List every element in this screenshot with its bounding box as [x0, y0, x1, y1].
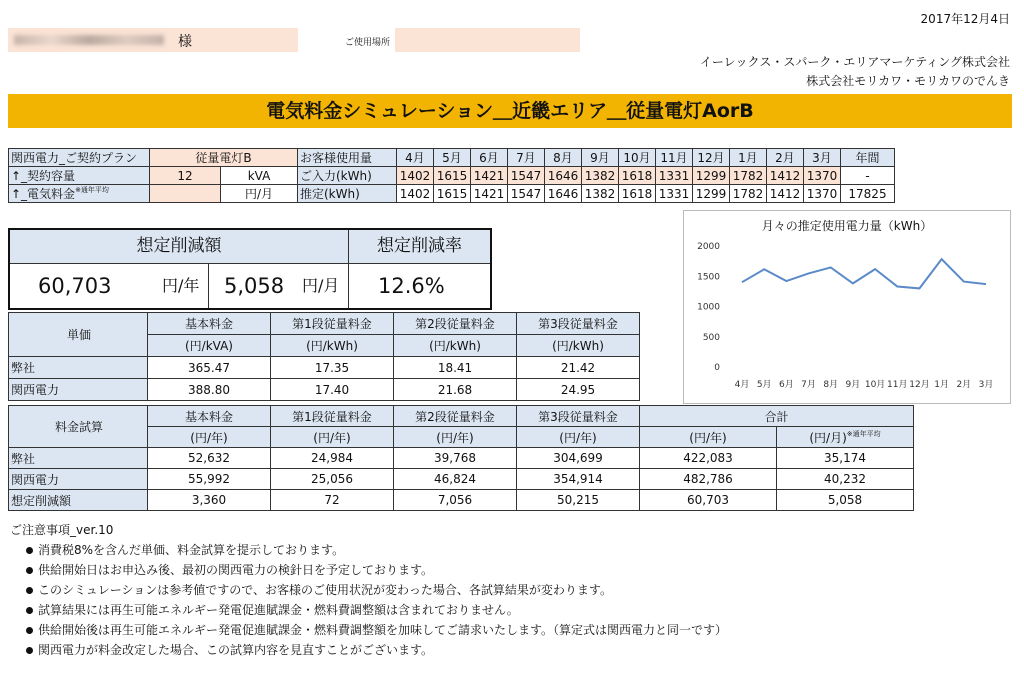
bill-value — [150, 185, 221, 203]
reduction-rate-label: 想定削減率 — [349, 230, 490, 264]
table-cell: 365.47 — [148, 357, 271, 379]
table-cell: 354,914 — [517, 469, 640, 490]
table-row — [9, 167, 298, 185]
customer-suffix: 様 — [178, 34, 192, 50]
x-tick-label: 11月 — [887, 380, 908, 390]
reduction-rate-value: 12.6% — [378, 274, 445, 298]
calc-corner: 料金試算 — [9, 406, 148, 448]
chart-canvas — [684, 211, 1010, 403]
column-header: 第3段従量料金 — [517, 313, 640, 335]
bill-label: ↑_電気料金$^{※通年平均}$ — [9, 185, 150, 203]
usage-place-label: ご使用場所 — [345, 38, 391, 48]
x-tick-label: 1月 — [934, 380, 950, 390]
fee-calculation-table — [8, 405, 914, 511]
capacity-label: ↑_契約容量 — [9, 167, 150, 185]
table-cell: 50,215 — [517, 490, 640, 511]
estimate-cell: 1370 — [804, 185, 841, 203]
table-cell: 24.95 — [517, 379, 640, 401]
table-cell: 482,786 — [640, 469, 777, 490]
month-header: 1月 — [730, 149, 767, 167]
capacity-unit: kVA — [221, 167, 298, 185]
list-item: このシミュレーションは参考値ですので、お客様のご使用状況が変わった場合、各試算結果が変わります。 — [10, 580, 727, 600]
input-cell: 1412 — [767, 167, 804, 185]
bill-unit: 円/月 — [221, 185, 298, 203]
total-header: 合計 — [640, 406, 914, 427]
page-title: 電気料金シミュレーション＿近畿エリア＿従量電灯AorB — [8, 94, 1012, 128]
table-cell: 40,232 — [777, 469, 914, 490]
table-header-row — [298, 149, 895, 167]
plan-value: 従量電灯B — [150, 149, 298, 167]
table-cell: 35,174 — [777, 448, 914, 469]
x-tick-label: 7月 — [801, 380, 816, 390]
table-cell: 21.68 — [394, 379, 517, 401]
row-label: 関西電力 — [9, 469, 148, 490]
y-tick-label: 2000 — [697, 242, 720, 252]
month-header: 4月 — [397, 149, 434, 167]
estimate-cell: 1299 — [693, 185, 730, 203]
estimate-label: 推定(kWh) — [298, 185, 397, 203]
x-tick-label: 8月 — [823, 380, 839, 390]
column-unit: (円/年) — [148, 427, 271, 448]
table-row — [9, 469, 914, 490]
column-header: 基本料金 — [148, 313, 271, 335]
x-tick-label: 5月 — [756, 380, 772, 390]
table-cell: 21.42 — [517, 357, 640, 379]
month-header: 9月 — [582, 149, 619, 167]
row-label: 想定削減額 — [9, 490, 148, 511]
month-header: 10月 — [619, 149, 656, 167]
table-row — [9, 357, 640, 379]
month-header: 12月 — [693, 149, 730, 167]
table-cell: 422,083 — [640, 448, 777, 469]
table-cell: 7,056 — [394, 490, 517, 511]
input-cell: 1331 — [656, 167, 693, 185]
input-cell: 1547 — [508, 167, 545, 185]
monthly-usage-chart — [683, 210, 1011, 404]
capacity-value: 12 — [150, 167, 221, 185]
month-header: 5月 — [434, 149, 471, 167]
table-cell: 3,360 — [148, 490, 271, 511]
column-header: 第1段従量料金 — [271, 406, 394, 427]
estimate-cell: 1402 — [397, 185, 434, 203]
row-label: 関西電力 — [9, 379, 148, 401]
input-cell: 1646 — [545, 167, 582, 185]
table-cell: 72 — [271, 490, 394, 511]
column-header: 第2段従量料金 — [394, 313, 517, 335]
input-annual: - — [841, 167, 895, 185]
list-item: 試算結果には再生可能エネルギー発電促進賦課金・燃料費調整額は含まれておりません。 — [10, 600, 727, 620]
column-unit: (円/kWh) — [271, 335, 394, 357]
table-row — [298, 185, 895, 203]
table-cell: 388.80 — [148, 379, 271, 401]
notes-section — [10, 521, 727, 660]
unit-price-corner: 単価 — [9, 313, 148, 357]
column-unit: (円/kVA) — [148, 335, 271, 357]
estimate-cell: 1421 — [471, 185, 508, 203]
month-header: 3月 — [804, 149, 841, 167]
input-cell: 1382 — [582, 167, 619, 185]
estimate-cell: 1618 — [619, 185, 656, 203]
table-row — [9, 448, 914, 469]
list-item: 関西電力が料金改定した場合、この試算内容を見直すことがございます。 — [10, 640, 727, 660]
column-unit: (円/年) — [394, 427, 517, 448]
table-row — [9, 379, 640, 401]
customer-name-field — [8, 28, 298, 52]
x-tick-label: 12月 — [909, 380, 930, 390]
column-unit: (円/年) — [271, 427, 394, 448]
row-label: 弊社 — [9, 357, 148, 379]
column-unit: (円/kWh) — [394, 335, 517, 357]
estimate-annual: 17825 — [841, 185, 895, 203]
list-item: 供給開始日はお申込み後、最初の関西電力の検針日を予定しております。 — [10, 560, 727, 580]
table-row — [9, 149, 298, 167]
column-header: 基本料金 — [148, 406, 271, 427]
list-item: 供給開始後は再生可能エネルギー発電促進賦課金・燃料費調整額を加味してご請求いたします。（算定式は関西電力と同一です） — [10, 620, 727, 640]
estimate-cell: 1331 — [656, 185, 693, 203]
list-item: 消費税8%を含んだ単価、料金試算を提示しております。 — [10, 540, 727, 560]
table-cell: 39,768 — [394, 448, 517, 469]
x-tick-label: 10月 — [864, 380, 886, 390]
reduction-amount-label: 想定削減額 — [10, 230, 349, 264]
table-cell: 17.40 — [271, 379, 394, 401]
table-cell: 25,056 — [271, 469, 394, 490]
divider — [208, 264, 209, 308]
table-row — [9, 185, 298, 203]
reduction-monthly-value: 5,058 — [224, 274, 285, 298]
usage-header-label: お客様使用量 — [298, 149, 397, 167]
total-unit-month: (円/月)$^{※通年平均}$ — [777, 427, 914, 448]
y-tick-label: 0 — [714, 363, 720, 373]
month-header: 11月 — [656, 149, 693, 167]
total-unit-year: (円/年) — [640, 427, 777, 448]
table-cell: 52,632 — [148, 448, 271, 469]
table-cell: 46,824 — [394, 469, 517, 490]
reduction-yearly-unit: 円/年 — [162, 276, 200, 295]
y-tick-label: 1500 — [697, 272, 720, 283]
month-header: 6月 — [471, 149, 508, 167]
redacted-customer-name — [14, 35, 164, 45]
y-tick-label: 500 — [702, 332, 720, 343]
input-cell: 1782 — [730, 167, 767, 185]
month-header: 7月 — [508, 149, 545, 167]
input-label: ご入力(kWh) — [298, 167, 397, 185]
table-row — [298, 167, 895, 185]
table-cell: 5,058 — [777, 490, 914, 511]
x-tick-label: 3月 — [978, 380, 994, 390]
column-header: 第1段従量料金 — [271, 313, 394, 335]
input-cell: 1421 — [471, 167, 508, 185]
annual-header: 年間 — [841, 149, 895, 167]
usage-place-field — [395, 28, 580, 52]
estimate-cell: 1547 — [508, 185, 545, 203]
unit-price-table — [8, 312, 640, 401]
column-unit: (円/年) — [517, 427, 640, 448]
x-tick-label: 9月 — [845, 380, 861, 390]
estimate-cell: 1646 — [545, 185, 582, 203]
row-label: 弊社 — [9, 448, 148, 469]
company-name-1: イーレックス・スパーク・エリアマーケティング株式会社 — [699, 55, 1010, 69]
divider — [348, 264, 349, 308]
document-date: 2017年12月4日 — [920, 12, 1010, 26]
y-tick-label: 1000 — [697, 302, 720, 313]
estimate-cell: 1382 — [582, 185, 619, 203]
x-tick-label: 4月 — [734, 380, 750, 390]
input-cell: 1402 — [397, 167, 434, 185]
estimate-cell: 1782 — [730, 185, 767, 203]
input-cell: 1618 — [619, 167, 656, 185]
input-cell: 1615 — [434, 167, 471, 185]
table-cell: 24,984 — [271, 448, 394, 469]
x-tick-label: 6月 — [778, 380, 794, 390]
table-header-row — [9, 406, 914, 427]
column-unit: (円/kWh) — [517, 335, 640, 357]
plan-label: 関西電力_ご契約プラン — [9, 149, 150, 167]
month-header: 8月 — [545, 149, 582, 167]
series-line — [742, 259, 986, 288]
table-cell: 60,703 — [640, 490, 777, 511]
month-header: 2月 — [767, 149, 804, 167]
company-name-2: 株式会社モリカワ・モリカワのでんき — [806, 74, 1010, 88]
estimate-cell: 1412 — [767, 185, 804, 203]
reduction-summary — [8, 228, 492, 310]
column-header: 第3段従量料金 — [517, 406, 640, 427]
table-header-row — [9, 313, 640, 335]
table-row — [9, 490, 914, 511]
column-header: 第2段従量料金 — [394, 406, 517, 427]
estimate-cell: 1615 — [434, 185, 471, 203]
table-cell: 17.35 — [271, 357, 394, 379]
input-cell: 1370 — [804, 167, 841, 185]
x-tick-label: 2月 — [956, 380, 972, 390]
reduction-monthly-unit: 円/月 — [302, 276, 340, 295]
input-cell: 1299 — [693, 167, 730, 185]
table-cell: 304,699 — [517, 448, 640, 469]
usage-table — [297, 148, 895, 203]
table-cell: 18.41 — [394, 357, 517, 379]
table-cell: 55,992 — [148, 469, 271, 490]
reduction-yearly-value: 60,703 — [38, 274, 112, 298]
notes-title: ご注意事項_ver.10 — [10, 523, 114, 537]
chart-title: 月々の推定使用電力量（kWh） — [761, 219, 933, 233]
contract-plan-table — [8, 148, 298, 203]
